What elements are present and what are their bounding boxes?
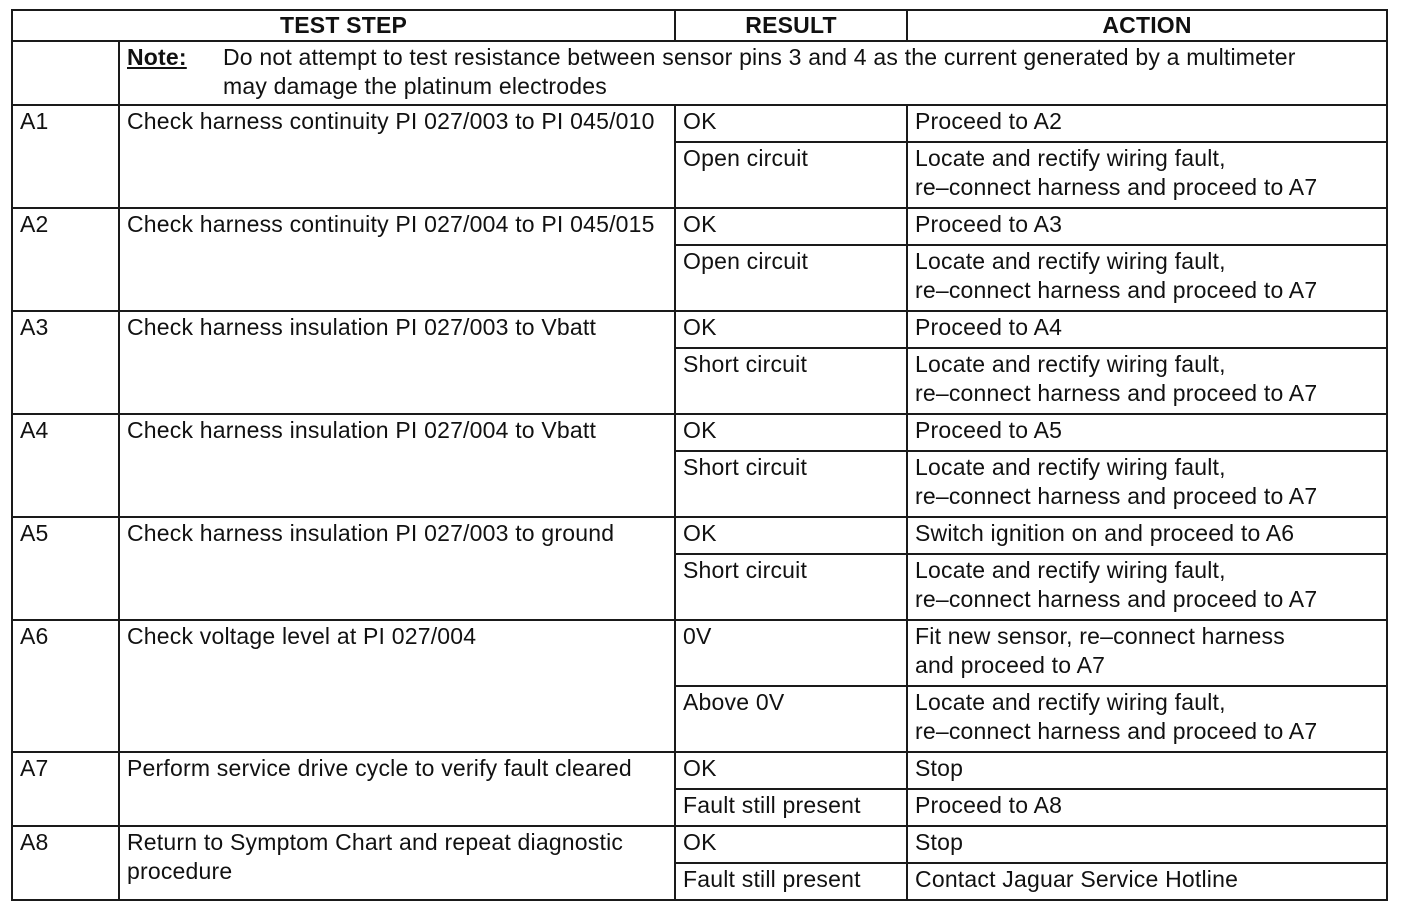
step-result: Short circuit xyxy=(675,554,907,620)
step-action xyxy=(907,142,1387,208)
action-line: Switch ignition on and proceed to A6 xyxy=(915,520,1295,546)
note-row xyxy=(12,41,1387,105)
action-line: Proceed to A3 xyxy=(915,211,1063,237)
table-row xyxy=(12,414,1387,451)
step-result: Short circuit xyxy=(675,348,907,414)
step-result: Short circuit xyxy=(675,451,907,517)
step-result: OK xyxy=(675,208,907,245)
table-row xyxy=(12,208,1387,245)
step-description: Check harness insulation PI 027/004 to Vbatt xyxy=(119,414,675,517)
step-id: A5 xyxy=(12,517,119,620)
step-id: A2 xyxy=(12,208,119,311)
step-result: OK xyxy=(675,311,907,348)
action-line: Locate and rectify wiring fault, xyxy=(915,454,1226,480)
note-empty-cell xyxy=(12,41,119,105)
action-line: Fit new sensor, re–connect harness xyxy=(915,623,1285,649)
step-action xyxy=(907,208,1387,245)
note-cell xyxy=(119,41,1387,105)
note-label: Note: xyxy=(127,44,187,70)
step-action xyxy=(907,245,1387,311)
step-description: Perform service drive cycle to verify fault cleared xyxy=(119,752,675,826)
table-row xyxy=(12,752,1387,789)
step-action xyxy=(907,752,1387,789)
step-description: Check harness insulation PI 027/003 to Vbatt xyxy=(119,311,675,414)
table-row xyxy=(12,517,1387,554)
action-line: Stop xyxy=(915,829,964,855)
step-action xyxy=(907,789,1387,826)
action-line: Locate and rectify wiring fault, xyxy=(915,557,1226,583)
step-result: OK xyxy=(675,752,907,789)
step-action xyxy=(907,554,1387,620)
action-line: Proceed to A5 xyxy=(915,417,1063,443)
step-id: A6 xyxy=(12,620,119,752)
action-line: re–connect harness and proceed to A7 xyxy=(915,380,1318,406)
step-result: OK xyxy=(675,826,907,863)
step-result: Open circuit xyxy=(675,245,907,311)
step-description: Check harness insulation PI 027/003 to ground xyxy=(119,517,675,620)
step-description: Check harness continuity PI 027/004 to PI 045/015 xyxy=(119,208,675,311)
step-action xyxy=(907,826,1387,863)
step-description: Check harness continuity PI 027/003 to PI 045/010 xyxy=(119,105,675,208)
step-result: OK xyxy=(675,517,907,554)
table-row xyxy=(12,105,1387,142)
action-line: Locate and rectify wiring fault, xyxy=(915,248,1226,274)
header-test-step: TEST STEP xyxy=(12,10,675,41)
action-line: Contact Jaguar Service Hotline xyxy=(915,866,1239,892)
action-line: re–connect harness and proceed to A7 xyxy=(915,174,1318,200)
step-action xyxy=(907,105,1387,142)
step-result: Open circuit xyxy=(675,142,907,208)
action-line: re–connect harness and proceed to A7 xyxy=(915,586,1318,612)
step-result: Fault still present xyxy=(675,789,907,826)
step-result: Fault still present xyxy=(675,863,907,900)
step-action xyxy=(907,620,1387,686)
table-row xyxy=(12,620,1387,686)
step-result: Above 0V xyxy=(675,686,907,752)
action-line: re–connect harness and proceed to A7 xyxy=(915,483,1318,509)
step-description: Check voltage level at PI 027/004 xyxy=(119,620,675,752)
action-line: Locate and rectify wiring fault, xyxy=(915,689,1226,715)
table-row xyxy=(12,311,1387,348)
action-line: re–connect harness and proceed to A7 xyxy=(915,718,1318,744)
step-id: A1 xyxy=(12,105,119,208)
step-id: A7 xyxy=(12,752,119,826)
action-line: Proceed to A4 xyxy=(915,314,1063,340)
step-description: Return to Symptom Chart and repeat diagnostic procedure xyxy=(119,826,675,900)
step-action xyxy=(907,414,1387,451)
step-action xyxy=(907,863,1387,900)
action-line: Locate and rectify wiring fault, xyxy=(915,351,1226,377)
action-line: and proceed to A7 xyxy=(915,652,1106,678)
action-line: Locate and rectify wiring fault, xyxy=(915,145,1226,171)
step-id: A8 xyxy=(12,826,119,900)
table-row xyxy=(12,826,1387,863)
action-line: Stop xyxy=(915,755,964,781)
step-action xyxy=(907,311,1387,348)
action-line: Proceed to A8 xyxy=(915,792,1063,818)
step-result: OK xyxy=(675,105,907,142)
header-action: ACTION xyxy=(907,10,1387,41)
header-row xyxy=(12,10,1387,41)
action-line: Proceed to A2 xyxy=(915,108,1063,134)
diagnostic-table xyxy=(11,9,1388,901)
step-result: 0V xyxy=(675,620,907,686)
step-id: A4 xyxy=(12,414,119,517)
step-result: OK xyxy=(675,414,907,451)
step-action xyxy=(907,348,1387,414)
table-body xyxy=(12,41,1387,900)
step-action xyxy=(907,451,1387,517)
action-line: re–connect harness and proceed to A7 xyxy=(915,277,1318,303)
note-text: Do not attempt to test resistance between sensor pins 3 and 4 as the current generated by a multimeter may damage the platinum electrodes xyxy=(223,44,1296,99)
step-id: A3 xyxy=(12,311,119,414)
step-action xyxy=(907,517,1387,554)
step-action xyxy=(907,686,1387,752)
header-result: RESULT xyxy=(675,10,907,41)
